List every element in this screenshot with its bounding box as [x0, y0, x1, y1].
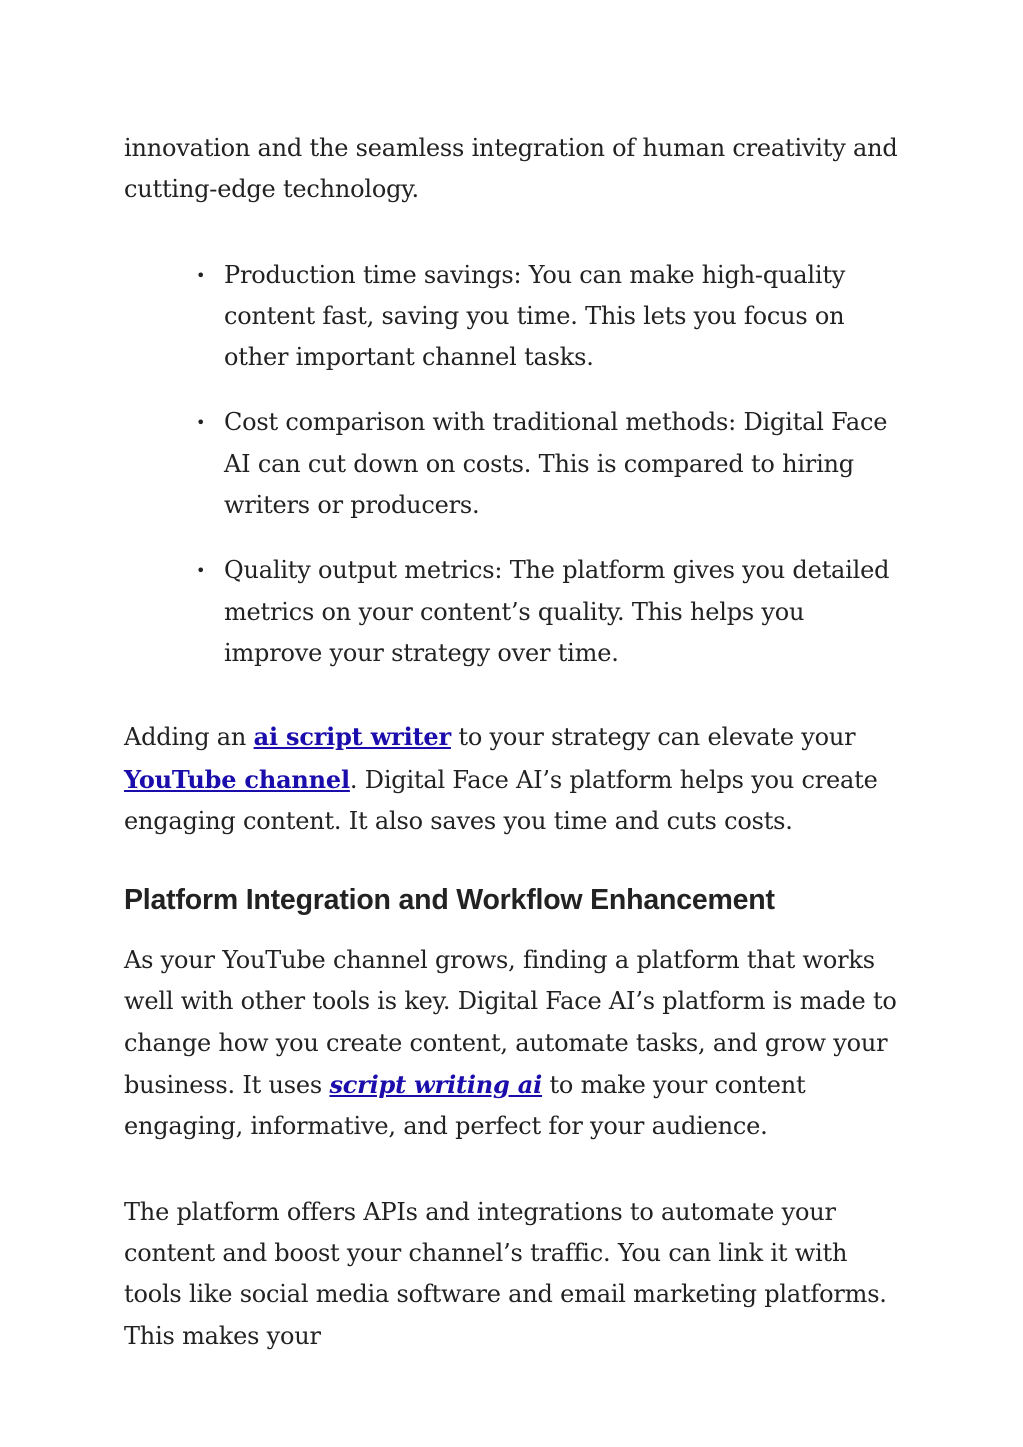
api-paragraph: The platform offers APIs and integrations to automate your content and boost your channel’s traffic. You can link it with tools like social media software and email marketing platforms. This makes your	[124, 1197, 887, 1350]
list-item	[196, 402, 904, 526]
bullet-icon: •	[196, 265, 206, 285]
bullet-icon: •	[196, 561, 206, 581]
script-writing-ai-link[interactable]: script writing ai	[329, 1070, 543, 1100]
paragraph-text: to make your content engaging, informative, and perfect for your audience.	[124, 1071, 806, 1141]
paragraph-text: . Digital Face AI’s platform helps you create engaging content. It also saves you time and cuts costs.	[124, 765, 878, 835]
list-item-text: Cost comparison with traditional methods: Digital Face AI can cut down on costs. This is compared to hiring writers or producers.	[224, 408, 888, 520]
paragraph-text: As your YouTube channel grows, finding a platform that works well with other tools is key. Digital Face AI’s platform is made to change how you create content, automate tasks, and grow your business. It uses	[124, 946, 897, 1100]
list-item	[196, 255, 904, 379]
benefits-list	[124, 255, 904, 675]
section-heading: Platform Integration and Workflow Enhancement	[124, 884, 775, 917]
strategy-paragraph	[124, 716, 904, 842]
paragraph-text: Adding an	[124, 723, 254, 752]
youtube-channel-link[interactable]: YouTube channel	[124, 764, 350, 794]
ai-script-writer-link[interactable]: ai script writer	[253, 722, 451, 752]
paragraph-text: to your strategy can elevate your	[450, 723, 856, 752]
document-page	[124, 128, 904, 1357]
bullet-icon: •	[196, 413, 206, 433]
list-item-text: Production time savings: You can make high-quality content fast, saving you time. This lets you focus on other important channel tasks.	[224, 260, 846, 372]
list-item-text: Quality output metrics: The platform gives you detailed metrics on your content’s quality. This helps you improve your strategy over time.	[224, 556, 890, 667]
integration-paragraph	[124, 940, 904, 1147]
intro-paragraph: innovation and the seamless integration of human creativity and cutting-edge technology.	[124, 134, 898, 204]
list-item	[196, 550, 904, 674]
